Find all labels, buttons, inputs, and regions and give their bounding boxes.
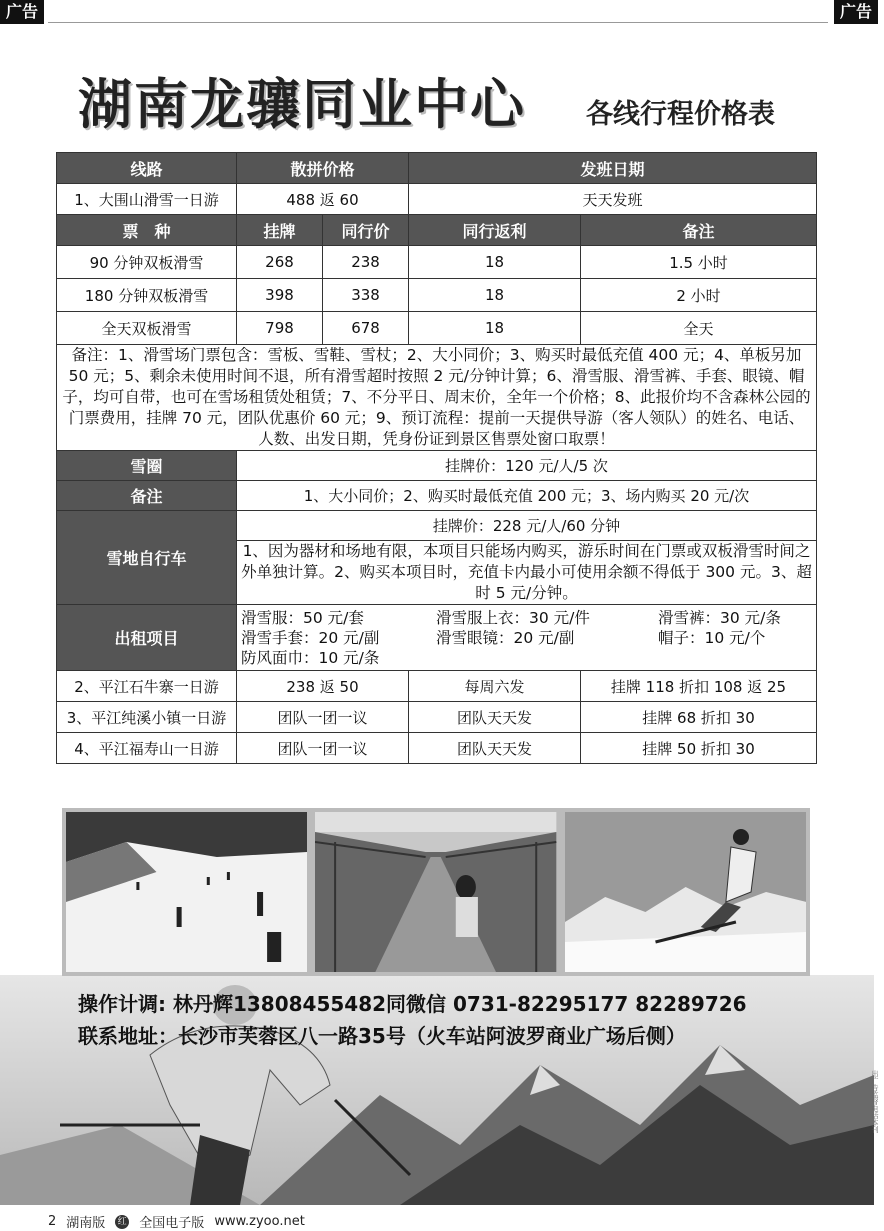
route-schedule: 团队天天发 [409,733,581,764]
price-table [56,152,817,764]
edition-label: 湖南版 [66,1216,106,1231]
route-name: 2、平江石牛寨一日游 [57,671,237,702]
route-price: 团队一团一议 [237,733,409,764]
ticket-note: 2 小时 [581,279,817,312]
header-peer-price: 同行价 [323,215,409,246]
note-label: 备注 [57,481,237,511]
ad-tag-left: 广告 [0,0,44,24]
footer [48,1212,305,1231]
contact-operator: 操作计调: 林丹辉13808455482同微信 0731-82295177 82289726 [78,992,747,1016]
header-price: 散拼价格 [237,153,409,184]
note-row [57,481,817,511]
rental-item: 滑雪手套：20 元/副 [241,628,380,647]
ticket-list: 398 [237,279,323,312]
table-row [57,312,817,345]
side-notice: 出广告监督电话本刊 [871,1070,879,1133]
header-row-1 [57,153,817,184]
ticket-list: 798 [237,312,323,345]
route-schedule: 团队天天发 [409,702,581,733]
remarks-text: 备注：1、滑雪场门票包含：雪板、雪鞋、雪杖；2、大小同价；3、购买时最低充值 400 元；4、单板另加 50 元；5、剩余未使用时间不退，所有滑雪超时按照 2 元/分钟计算；6、滑雪服、滑雪裤、手套、眼镜、帽子，均可自带，也可在雪场租赁处租赁；7、不分平日、周末价，全年一个价格；8、此报价均不含森林公园的门票费用，挂牌 70 元，团队优惠价 60 元；9、预订流程：提前一天提供导游（客人领队）的姓名、电话、人数、出发日期，凭身份证到景区售票处窗口取票！ [57,345,817,451]
header-list-price: 挂牌 [237,215,323,246]
ticket-peer: 338 [323,279,409,312]
snow-bike-price: 挂牌价：228 元/人/60 分钟 [237,511,817,541]
route-schedule: 每周六发 [409,671,581,702]
top-divider [48,22,828,23]
snow-bike-label: 雪地自行车 [57,511,237,605]
ticket-type: 180 分钟双板滑雪 [57,279,237,312]
rental-item: 滑雪眼镜：20 元/副 [436,628,575,647]
route-name: 4、平江福寿山一日游 [57,733,237,764]
snow-bike-row-1 [57,511,817,541]
glass-bridge-photo [315,812,556,972]
snow-ring-label: 雪圈 [57,451,237,481]
note-text: 1、大小同价；2、购买时最低充值 200 元；3、场内购买 20 元/次 [237,481,817,511]
ticket-rebate: 18 [409,312,581,345]
route-note: 挂牌 118 折扣 108 返 25 [581,671,817,702]
skier-action-photo [565,812,806,972]
snow-bike-text: 1、因为器材和场地有限，本项目只能场内购买，游乐时间在门票或双板滑雪时间之外单独计算。2、购买本项目时，充值卡内最小可使用余额不得低于 300 元。3、超时 5 元/分钟。 [237,541,817,605]
ticket-note: 全天 [581,312,817,345]
route-name: 1、大围山滑雪一日游 [57,184,237,215]
snow-ring-row [57,451,817,481]
remarks-row [57,345,817,451]
table-row [57,279,817,312]
ticket-peer: 678 [323,312,409,345]
rental-item: 防风面巾：10 元/条 [241,648,380,667]
route-name: 3、平江纯溪小镇一日游 [57,702,237,733]
header-note: 备注 [581,215,817,246]
site-url[interactable]: www.zyoo.net [214,1214,305,1229]
brand-logo-icon: 红 [115,1215,129,1229]
rental-items [237,605,817,671]
ticket-list: 268 [237,246,323,279]
rental-label: 出租项目 [57,605,237,671]
route-price: 团队一团一议 [237,702,409,733]
rental-item: 滑雪裤：30 元/条 [658,608,781,627]
brand-label: 全国电子版 [139,1216,205,1231]
rental-row [57,605,817,671]
page-number: 2 [48,1214,57,1229]
ad-tag-right: 广告 [834,0,878,24]
page-subtitle: 各线行程价格表 [586,99,775,130]
header-schedule: 发班日期 [409,153,817,184]
contact-address: 联系地址：长沙市芙蓉区八一路35号（火车站阿波罗商业广场后侧） [78,1024,686,1048]
ticket-rebate: 18 [409,279,581,312]
ticket-rebate: 18 [409,246,581,279]
header-rebate: 同行返利 [409,215,581,246]
page-title: 湖南龙骧同业中心 [78,73,526,136]
route-price: 488 返 60 [237,184,409,215]
route-note: 挂牌 68 折扣 30 [581,702,817,733]
route-note: 挂牌 50 折扣 30 [581,733,817,764]
route-schedule: 天天发班 [409,184,817,215]
ticket-type: 90 分钟双板滑雪 [57,246,237,279]
photo-strip [62,808,810,976]
table-row [57,702,817,733]
rental-item: 帽子：10 元/个 [658,628,766,647]
snow-ring-text: 挂牌价：120 元/人/5 次 [237,451,817,481]
rental-item: 滑雪服：50 元/套 [241,608,364,627]
table-row [57,671,817,702]
rental-item: 滑雪服上衣：30 元/件 [436,608,590,627]
route-price: 238 返 50 [237,671,409,702]
header-row-2 [57,215,817,246]
ski-slope-photo [66,812,307,972]
ticket-peer: 238 [323,246,409,279]
ticket-note: 1.5 小时 [581,246,817,279]
route-row [57,184,817,215]
ticket-type: 全天双板滑雪 [57,312,237,345]
header-route: 线路 [57,153,237,184]
table-row [57,733,817,764]
header-ticket-type: 票 种 [57,215,237,246]
table-row [57,246,817,279]
